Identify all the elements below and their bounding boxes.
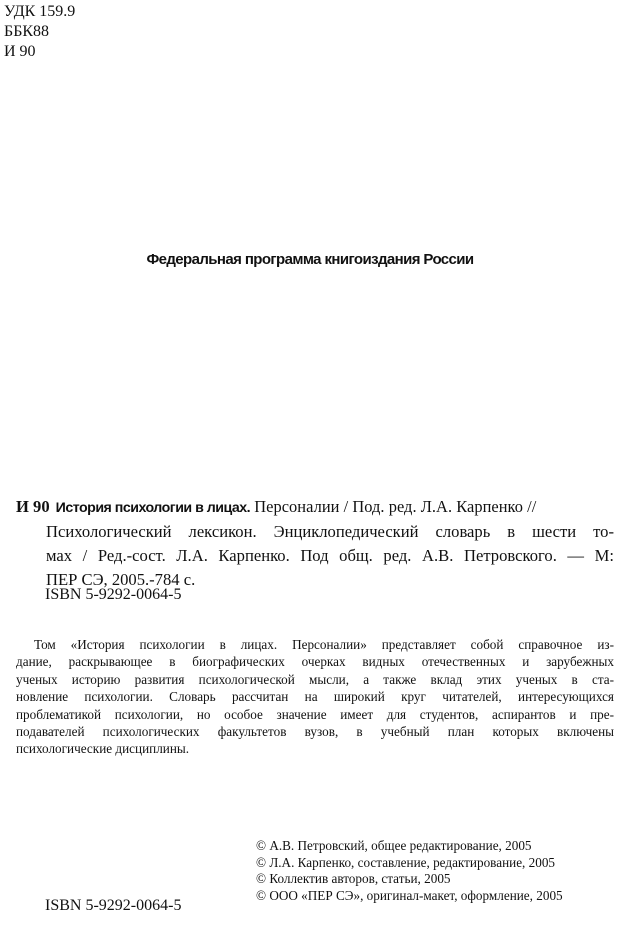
catalog-entry-line-1 (16, 495, 614, 520)
catalog-entry-line-1-rest: Персоналии / Под. ред. Л.А. Карпенко // (250, 497, 537, 516)
abstract-line: психологические дисциплины. (16, 741, 190, 757)
copyright-line: © ООО «ПЕР СЭ», оригинал-макет, оформление, 2005 (256, 887, 563, 903)
copyright-block (256, 838, 563, 904)
program-title: Федеральная программа книгоиздания России (146, 251, 474, 268)
abstract-line: проблематикой психологии, но особое значение имеет для студентов, аспирантов и пре- (16, 706, 614, 722)
copyright-line: © Л.А. Карпенко, составление, редактирование, 2005 (256, 854, 556, 870)
abstract (16, 636, 614, 758)
abstract-line: подавателей психологических факультетов вузов, в учебный план которых включены (16, 724, 614, 740)
abstract-line: новление психологии. Словарь рассчитан на широкий круг читателей, интересующихся (16, 689, 614, 705)
catalog-entry-line-4: ПЕР СЭ, 2005.-784 с. (46, 570, 196, 589)
author-mark: И 90 (4, 43, 36, 60)
abstract-line: дание, раскрывающее в биографических очерках видных отечественных и зарубежных (16, 654, 614, 670)
catalog-entry-line-2: Психологический лексикон. Энциклопедический словарь в шести то- (46, 522, 614, 541)
catalog-entry (16, 495, 614, 592)
abstract-line: ученых историю развития психологической мысли, а также вклад этих ученых в ста- (16, 671, 614, 687)
classification-codes (4, 2, 75, 62)
udk-code: УДК 159.9 (4, 3, 76, 20)
copyright-line: © А.В. Петровский, общее редактирование, 2005 (256, 838, 532, 853)
abstract-line: Том «История психологии в лицах. Персоналии» представляет собой справочное из- (34, 637, 614, 652)
catalog-entry-line-3: мах / Ред.-сост. Л.А. Карпенко. Под общ. ред. А.В. Петровского. — М: (46, 546, 614, 565)
book-title: История психологии в лицах. (55, 500, 251, 516)
catalog-code: И 90 (16, 497, 50, 516)
isbn-top: ISBN 5-9292-0064-5 (45, 586, 182, 603)
bbk-code: ББК88 (4, 23, 50, 40)
copyright-line: © Коллектив авторов, статьи, 2005 (256, 871, 451, 887)
isbn-bottom: ISBN 5-9292-0064-5 (45, 897, 182, 914)
